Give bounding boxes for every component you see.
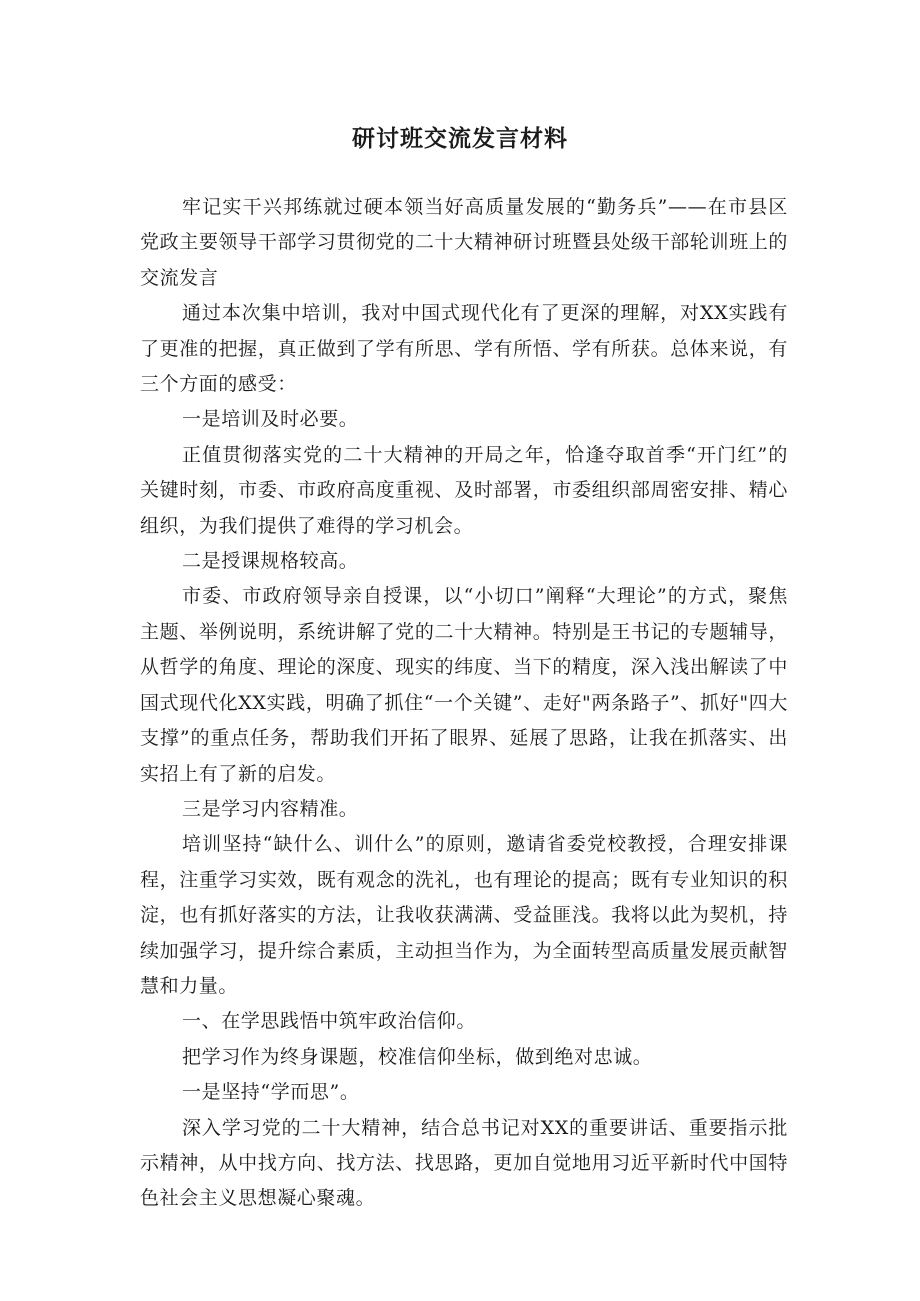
section-1-point-1-paragraph: 深入学习党的二十大精神，结合总书记对XX的重要讲话、重要指示批示精神，从中找方向、找方法、找思路，更加自觉地用习近平新时代中国特色社会主义思想凝心聚魂。: [140, 1116, 788, 1210]
document-title: 研讨班交流发言材料: [352, 126, 568, 152]
section-1-point-1-heading: 一是坚持“学而思”。: [182, 1081, 360, 1104]
point-1-heading: 一是培训及时必要。: [182, 408, 359, 431]
point-2-heading: 二是授课规格较高。: [182, 550, 359, 573]
section-1-heading: 一、在学思践悟中筑牢政治信仰。: [182, 1010, 477, 1033]
point-3-paragraph: 培训坚持“缺什么、训什么”的原则，邀请省委党校教授，合理安排课程，注重学习实效，既有观念的洗礼，也有理论的提高；既有专业知识的积淀，也有抓好落实的方法，让我收获满满、受益匪浅。我将以此为契机，持续加强学习，提升综合素质，主动担当作为，为全面转型高质量发展贡献智慧和力量。: [140, 833, 788, 997]
intro-subtitle-paragraph: 牢记实干兴邦练就过硬本领当好高质量发展的“勤务兵”——在市县区党政主要领导干部学习贯彻党的二十大精神研讨班暨县处级干部轮训班上的交流发言: [140, 196, 788, 289]
section-1-intro-paragraph: 把学习作为终身课题，校准信仰坐标，做到绝对忠诚。: [182, 1045, 653, 1068]
point-3-heading: 三是学习内容精准。: [182, 797, 359, 820]
point-1-paragraph: 正值贯彻落实党的二十大精神的开局之年，恰逢夺取首季“开门红”的关键时刻，市委、市政府高度重视、及时部署，市委组织部周密安排、精心组织，为我们提供了难得的学习机会。: [140, 443, 788, 537]
overview-paragraph: 通过本次集中培训，我对中国式现代化有了更深的理解，对XX实践有了更准的把握，真正做到了学有所思、学有所悟、学有所获。总体来说，有三个方面的感受：: [140, 302, 788, 396]
document-body: [140, 190, 788, 1217]
point-2-paragraph: 市委、市政府领导亲自授课，以“小切口”阐释“大理论”的方式，聚焦主题、举例说明，系统讲解了党的二十大精神。特别是王书记的专题辅导，从哲学的角度、理论的深度、现实的纬度、当下的精度，深入浅出解读了中国式现代化XX实践，明确了抓住“一个关键”、走好"两条路子”、抓好"四大支撑”的重点任务，帮助我们开拓了眼界、延展了思路，让我在抓落实、出实招上有了新的启发。: [140, 585, 788, 785]
